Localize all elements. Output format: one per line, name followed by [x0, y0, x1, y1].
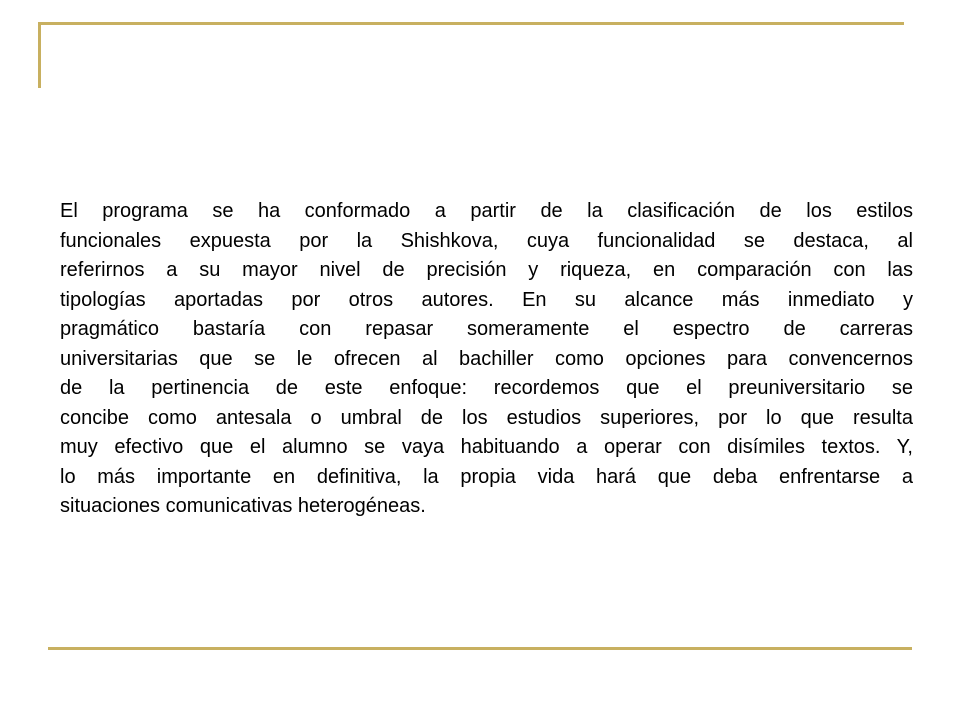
- left-decorative-rule: [38, 22, 41, 88]
- paragraph-line: pragmático bastaría con repasar someramente el espectro de carreras: [60, 318, 913, 340]
- bottom-decorative-rule: [48, 647, 912, 650]
- paragraph-line: muy efectivo que el alumno se vaya habituando a operar con disímiles textos. Y,: [60, 436, 913, 458]
- paragraph-line: El programa se ha conformado a partir de la clasificación de los estilos: [60, 200, 913, 222]
- paragraph-line: de la pertinencia de este enfoque: recordemos que el preuniversitario se: [60, 377, 913, 399]
- paragraph-line: concibe como antesala o umbral de los estudios superiores, por lo que resulta: [60, 406, 913, 429]
- paragraph-line: universitarias que se le ofrecen al bachiller como opciones para convencernos: [60, 347, 913, 370]
- paragraph-line: funcionales expuesta por la Shishkova, cuya funcionalidad se destaca, al: [60, 229, 913, 252]
- paragraph-line: lo más importante en definitiva, la propia vida hará que deba enfrentarse a: [60, 465, 913, 488]
- paragraph-line: tipologías aportadas por otros autores. En su alcance más inmediato y: [60, 288, 913, 311]
- paragraph-line: referirnos a su mayor nivel de precisión y riqueza, en comparación con las: [60, 259, 913, 281]
- paragraph-line-last: situaciones comunicativas heterogéneas.: [60, 495, 426, 517]
- body-paragraph: [60, 197, 913, 522]
- top-decorative-rule: [40, 22, 904, 25]
